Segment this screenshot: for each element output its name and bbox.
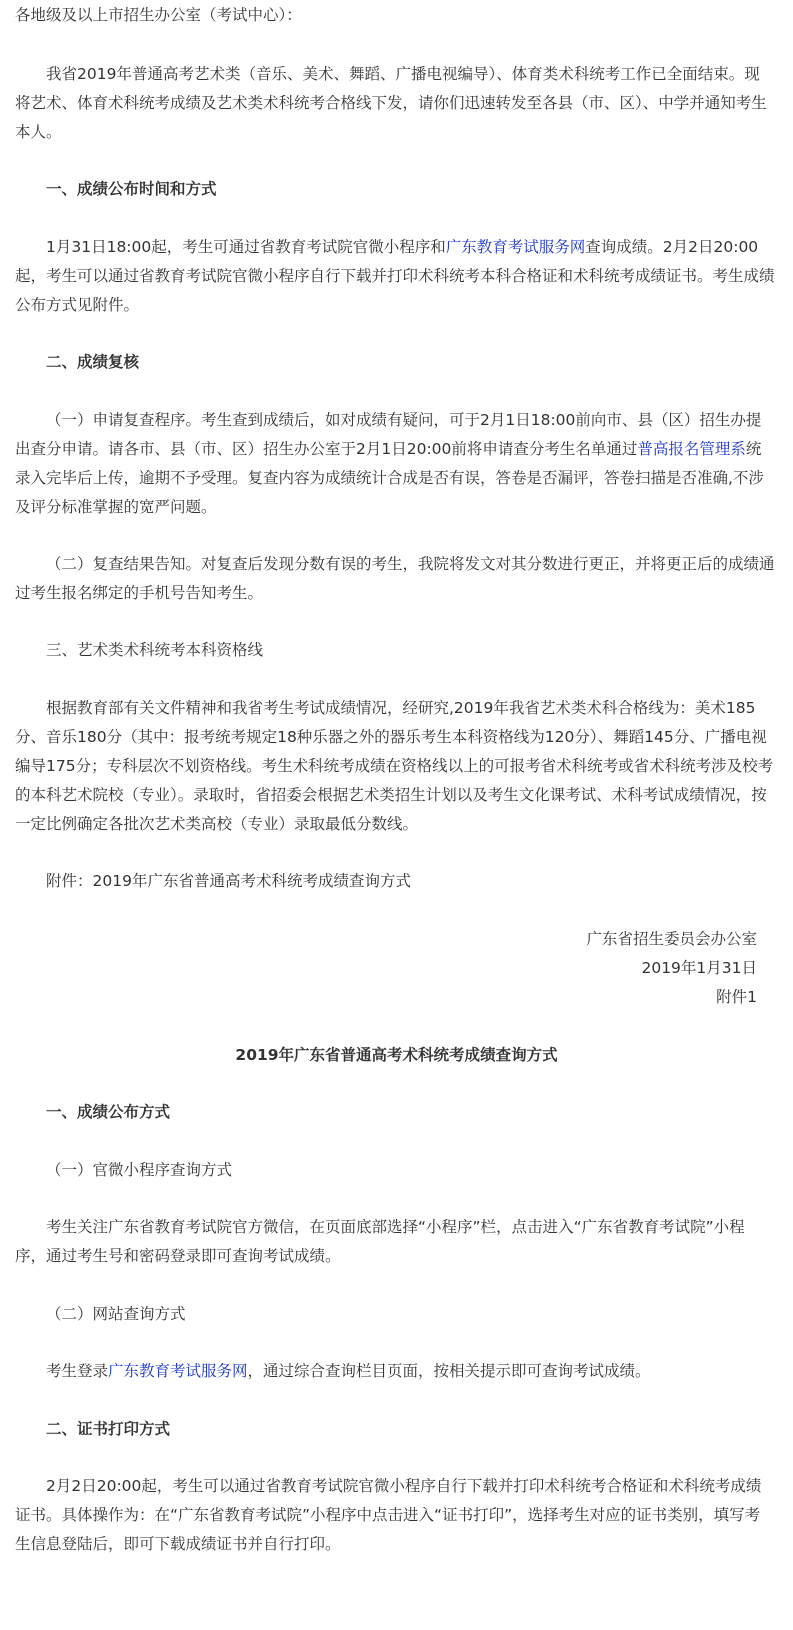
section1-text-after-link: 查询成绩。2月2日20:00起，考生可以通过省教育考试院官微小程序自行下载并打印术科统考本科合格证和术科统考成绩证书。考生成绩公布方式见附件。	[15, 238, 775, 314]
signature-org: 广东省招生委员会办公室	[586, 930, 757, 948]
annex-wechat-paragraph: 考生关注广东省教育考试院官方微信，在页面底部选择“小程序”栏，点击进入“广东省教育考试院”小程序，通过考生号和密码登录即可查询考试成绩。	[15, 1218, 745, 1265]
annex-sub-heading-2: （二）网站查询方式	[46, 1305, 186, 1323]
section3-heading: 三、艺术类术科统考本科资格线	[46, 641, 264, 659]
section1-paragraph	[15, 233, 775, 320]
section2-paragraph-1	[15, 406, 775, 522]
section1-text-before-link: 1月31日18:00起，考生可通过省教育考试院官微小程序和	[46, 238, 446, 256]
section2-text-before-link: （一）申请复查程序。考生查到成绩后，如对成绩有疑问，可于2月1日18:00前向市、县（区）招生办提出查分申请。请各市、县（市、区）招生办公室于2月1日20:00前将申请查分考生名单通过	[15, 411, 762, 458]
annex-site-text-after-link: ，通过综合查询栏目页面，按相关提示即可查询考试成绩。	[247, 1362, 651, 1380]
section2-heading: 二、成绩复核	[46, 353, 140, 371]
annex-certificate-paragraph: 2月2日20:00起，考生可以通过省教育考试院官微小程序自行下载并打印术科统考合格证和术科统考成绩证书。具体操作为：在“广东省教育考试院”小程序中点击进入“证书打印”，选择考生对应的证书类别，填写考生信息登陆后，即可下载成绩证书并自行打印。	[15, 1477, 762, 1553]
registration-system-link[interactable]: 普高报名管理系	[637, 440, 746, 458]
signature-date: 2019年1月31日	[641, 959, 757, 977]
attachment-note: 附件：2019年广东省普通高考术科统考成绩查询方式	[46, 872, 411, 890]
section3-paragraph: 根据教育部有关文件精神和我省考生考试成绩情况，经研究,2019年我省艺术类术科合格线为：美术185分、音乐180分（其中：报考统考规定18种乐器之外的器乐考生本科资格线为120分）、舞蹈145分、广播电视编导175分；专科层次不划资格线。考生术科统考成绩在资格线以上的可报考省术科统考或省术科统考涉及校考的本科艺术院校（专业）。录取时，省招委会根据艺术类招生计划以及考生文化课考试、术科考试成绩情况，按一定比例确定各批次艺术类高校（专业）录取最低分数线。	[15, 699, 774, 833]
gd-exam-service-link[interactable]: 广东教育考试服务网	[445, 238, 586, 256]
annex-heading-1: 一、成绩公布方式	[46, 1103, 171, 1121]
section2-paragraph-2: （二）复查结果告知。对复查后发现分数有误的考生，我院将发文对其分数进行更正，并将更正后的成绩通过考生报名绑定的手机号告知考生。	[15, 555, 775, 602]
annex-title: 2019年广东省普通高考术科统考成绩查询方式	[235, 1046, 558, 1064]
annex-gd-exam-service-link[interactable]: 广东教育考试服务网	[108, 1362, 248, 1380]
intro-paragraph: 我省2019年普通高考艺术类（音乐、美术、舞蹈、广播电视编导）、体育类术科统考工作已全面结束。现将艺术、体育术科统考成绩及艺术类术科统考合格线下发，请你们迅速转发至各县（市、区）、中学并通知考生本人。	[15, 65, 767, 141]
salutation: 各地级及以上市招生办公室（考试中心）：	[15, 6, 302, 24]
section1-heading: 一、成绩公布时间和方式	[46, 180, 217, 198]
annex-sub-heading-1: （一）官微小程序查询方式	[46, 1161, 233, 1179]
annex-site-paragraph	[15, 1357, 775, 1386]
section2-text-after-link: 统录入完毕后上传，逾期不予受理。复查内容为成绩统计合成是否有误，答卷是否漏评，答卷扫描是否准确,不涉及评分标准掌握的宽严问题。	[15, 440, 764, 516]
annex-heading-2: 二、证书打印方式	[46, 1420, 171, 1438]
annex-site-text-before-link: 考生登录	[46, 1362, 109, 1380]
attachment-label: 附件1	[716, 988, 757, 1006]
